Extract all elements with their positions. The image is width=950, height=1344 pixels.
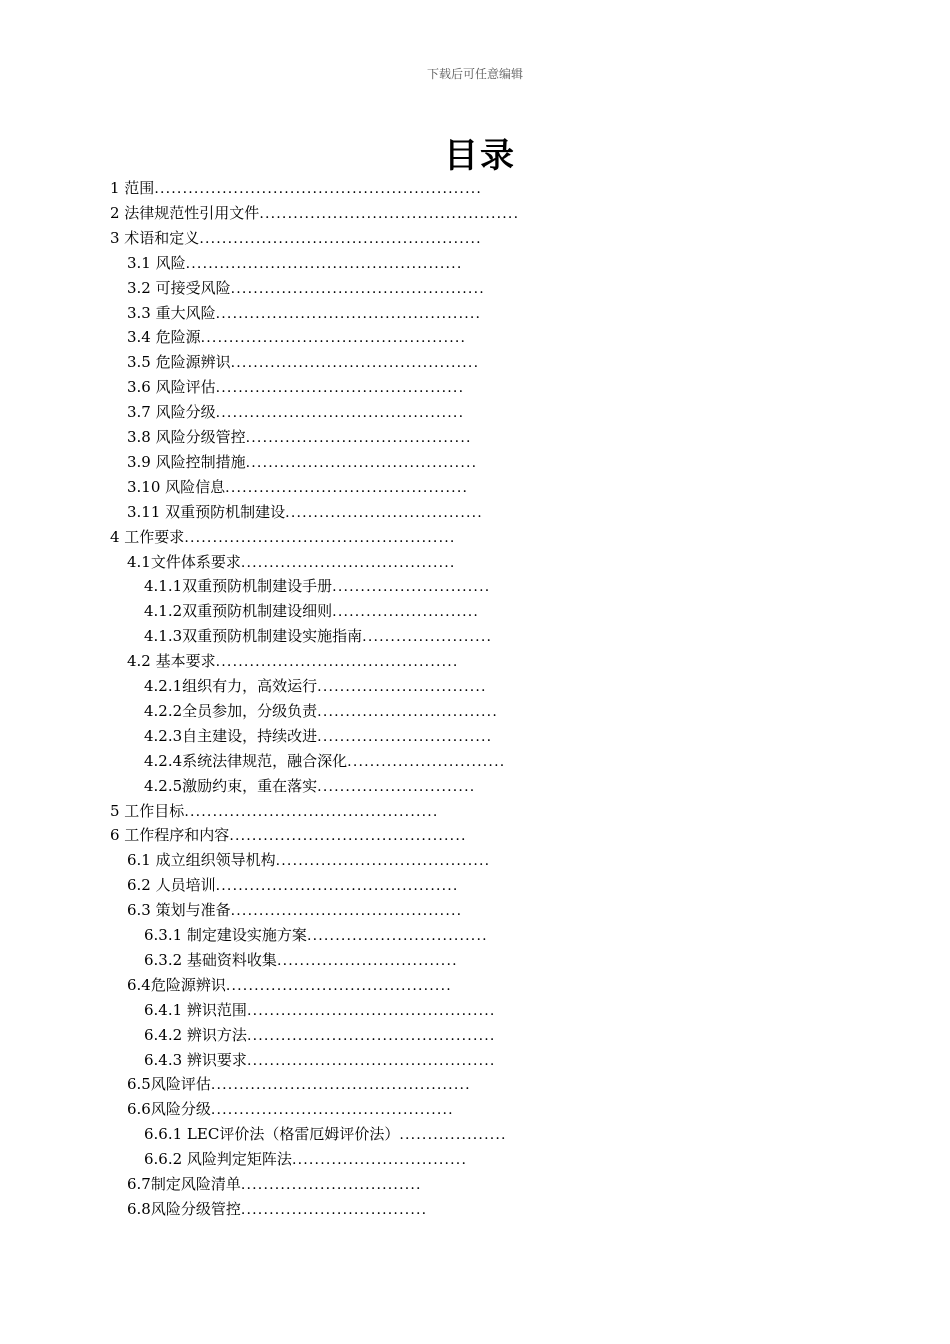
toc-leader: .......................................... — [229, 828, 467, 845]
toc-entry[interactable] — [144, 1023, 496, 1048]
toc-entry-label: 3 术语和定义 — [110, 228, 200, 247]
toc-entry[interactable] — [144, 1147, 467, 1172]
toc-leader: ............................................ — [230, 355, 480, 372]
toc-entry-label: 4.1文件体系要求 — [127, 552, 241, 571]
toc-entry[interactable] — [127, 301, 481, 326]
toc-leader: ............................................ — [246, 1027, 496, 1044]
toc-entry-label: 3.3 重大风险 — [127, 303, 216, 322]
toc-entry[interactable] — [144, 774, 475, 799]
toc-leader: .............................................. — [210, 1077, 471, 1094]
toc-entry[interactable] — [127, 425, 472, 450]
toc-entry[interactable] — [127, 1197, 427, 1222]
toc-entry[interactable] — [127, 450, 477, 475]
toc-entry[interactable] — [110, 176, 482, 201]
toc-entry-label: 3.10 风险信息 — [127, 477, 226, 496]
toc-entry[interactable] — [127, 350, 479, 375]
toc-leader: ............................................. — [184, 803, 439, 820]
toc-leader: ............................................... — [215, 305, 482, 322]
toc-entry-label: 6.6.2 风险判定矩阵法 — [144, 1150, 292, 1169]
toc-entry-label: 4.2.1组织有力，高效运行 — [144, 677, 318, 695]
toc-entry[interactable] — [127, 848, 490, 873]
toc-leader: ............................................ — [246, 1002, 496, 1019]
toc-leader: .............................. — [317, 679, 487, 695]
toc-entry-label: 6.3 策划与准备 — [127, 901, 231, 920]
toc-leader: ............................................. — [230, 280, 485, 297]
toc-leader: ............................ — [332, 579, 491, 596]
toc-title: 目录 — [444, 136, 516, 176]
toc-entry[interactable] — [127, 1172, 422, 1197]
toc-leader: .......................... — [332, 604, 480, 621]
header-watermark: 下载后可任意编辑 — [426, 67, 523, 81]
toc-leader: .............................................. — [259, 205, 520, 222]
toc-leader: ...................................... — [275, 853, 491, 870]
toc-entry-label: 3.9 风险控制措施 — [127, 452, 246, 471]
toc-entry-label: 4.1.3双重预防机制建设实施指南 — [144, 627, 363, 646]
toc-leader: ......................................... — [245, 454, 478, 471]
toc-entry[interactable] — [144, 749, 505, 774]
toc-entry[interactable] — [127, 325, 466, 350]
toc-entry-label: 6.4.2 辨识方法 — [144, 1025, 247, 1044]
toc-entry-label: 6.2 人员培训 — [127, 876, 216, 895]
toc-entry-label: 6.6风险分级 — [127, 1100, 211, 1119]
toc-entry-label: 6.1 成立组织领导机构 — [127, 851, 276, 870]
toc-entry[interactable] — [127, 500, 483, 525]
toc-entry-label: 3.4 危险源 — [127, 328, 201, 347]
toc-leader: ........................................ — [245, 430, 472, 446]
toc-leader: .......................................................... — [154, 181, 483, 197]
toc-leader: ............................... — [291, 1152, 468, 1169]
toc-leader: ................................ — [317, 703, 498, 720]
toc-entry[interactable] — [127, 873, 459, 898]
toc-leader: ............................ — [347, 753, 506, 770]
toc-entry[interactable] — [110, 226, 482, 251]
toc-entry-label: 4.2.2全员参加，分级负责 — [144, 701, 318, 720]
toc-leader: ........................................... — [215, 654, 459, 671]
toc-entry[interactable] — [144, 948, 458, 973]
toc-entry-label: 6.3.2 基础资料收集 — [144, 950, 277, 969]
toc-entry-label: 3.1 风险 — [127, 253, 186, 272]
toc-entry[interactable] — [127, 251, 463, 276]
toc-entry-label: 4 工作要求 — [110, 527, 185, 546]
toc-entry[interactable] — [110, 201, 519, 226]
toc-entry[interactable] — [144, 674, 487, 699]
toc-entry[interactable] — [127, 898, 462, 923]
toc-entry[interactable] — [127, 649, 459, 674]
toc-entry[interactable] — [127, 1072, 471, 1097]
toc-leader: ................................................ — [184, 529, 456, 546]
toc-entry[interactable] — [144, 1048, 496, 1073]
toc-entry[interactable] — [144, 624, 492, 649]
toc-entry[interactable] — [127, 1097, 454, 1122]
toc-leader: ........................................... — [210, 1102, 454, 1119]
toc-leader: ........................................... — [215, 878, 459, 895]
toc-leader: ................... — [399, 1127, 507, 1144]
toc-entry-label: 6.5风险评估 — [127, 1075, 211, 1094]
toc-leader: ......................................... — [230, 903, 463, 920]
toc-entry[interactable] — [144, 998, 496, 1023]
toc-leader: ............................................ — [246, 1052, 496, 1069]
toc-leader: ................................. — [240, 1201, 428, 1218]
toc-entry-label: 4.2.4系统法律规范，融合深化 — [144, 751, 348, 770]
toc-leader: ............................................... — [200, 330, 467, 347]
toc-leader: ................................ — [276, 952, 458, 969]
toc-entry[interactable] — [127, 550, 456, 575]
toc-entry[interactable] — [127, 475, 468, 500]
toc-entry-label: 6.8风险分级管控 — [127, 1199, 241, 1218]
toc-entry-label: 4.1.1双重预防机制建设手册 — [144, 577, 333, 596]
toc-leader: ............................................ — [215, 405, 465, 422]
toc-entry[interactable] — [144, 699, 498, 724]
toc-leader: ............................................ — [215, 380, 465, 397]
toc-entry[interactable] — [144, 1122, 507, 1147]
toc-entry-label: 6.3.1 制定建设实施方案 — [144, 926, 307, 944]
toc-entry-label: 6.7制定风险清单 — [127, 1175, 241, 1193]
toc-entry-label: 3.8 风险分级管控 — [127, 428, 246, 446]
toc-entry-label: 6 工作程序和内容 — [110, 826, 230, 845]
toc-entry[interactable] — [110, 823, 467, 848]
toc-entry-label: 2 法律规范性引用文件 — [110, 203, 260, 222]
toc-entry-label: 5 工作目标 — [110, 801, 185, 820]
toc-entry-label: 6.4.1 辨识范围 — [144, 1000, 247, 1019]
toc-entry-label: 6.4.3 辨识要求 — [144, 1050, 247, 1069]
toc-entry[interactable] — [110, 525, 456, 550]
toc-entry[interactable] — [144, 724, 492, 749]
toc-leader: ........................................ — [225, 977, 452, 994]
toc-entry-label: 4.2 基本要求 — [127, 652, 216, 671]
toc-entry[interactable] — [144, 574, 490, 599]
toc-entry-label: 3.11 双重预防机制建设 — [127, 502, 286, 521]
toc-leader: ................................ — [306, 928, 488, 944]
toc-entry[interactable] — [127, 276, 485, 301]
toc-leader: ....................... — [362, 629, 493, 646]
toc-entry-label: 3.7 风险分级 — [127, 403, 216, 422]
toc-entry-label: 4.2.5激励约束，重在落实 — [144, 776, 318, 795]
toc-leader: ............................... — [317, 728, 493, 745]
toc-leader: .................................................. — [199, 230, 482, 247]
toc-entry-label: 1 范围 — [110, 179, 155, 197]
toc-entry[interactable] — [144, 599, 479, 624]
toc-entry[interactable] — [127, 400, 464, 425]
toc-leader: ...................................... — [240, 554, 456, 571]
toc-leader: ........................................... — [225, 479, 469, 496]
toc-entry-label: 6.6.1 LEC评价法（格雷厄姆评价法） — [144, 1125, 400, 1144]
toc-entry-label: 3.6 风险评估 — [127, 378, 216, 397]
toc-entry[interactable] — [127, 375, 464, 400]
toc-entry-label: 6.4危险源辨识 — [127, 975, 226, 994]
toc-entry-label: 4.1.2双重预防机制建设细则 — [144, 602, 333, 621]
toc-leader: ................................ — [240, 1177, 422, 1193]
toc-entry[interactable] — [127, 973, 452, 998]
toc-leader: ............................ — [317, 778, 476, 795]
toc-entry[interactable] — [110, 799, 439, 824]
toc-entry-label: 3.2 可接受风险 — [127, 278, 231, 297]
toc-leader: ................................... — [285, 504, 483, 521]
toc-leader: ................................................. — [185, 255, 463, 272]
toc-entry-label: 3.5 危险源辨识 — [127, 353, 231, 372]
toc-entry[interactable] — [144, 923, 488, 948]
toc-entry-label: 4.2.3自主建设，持续改进 — [144, 726, 318, 745]
